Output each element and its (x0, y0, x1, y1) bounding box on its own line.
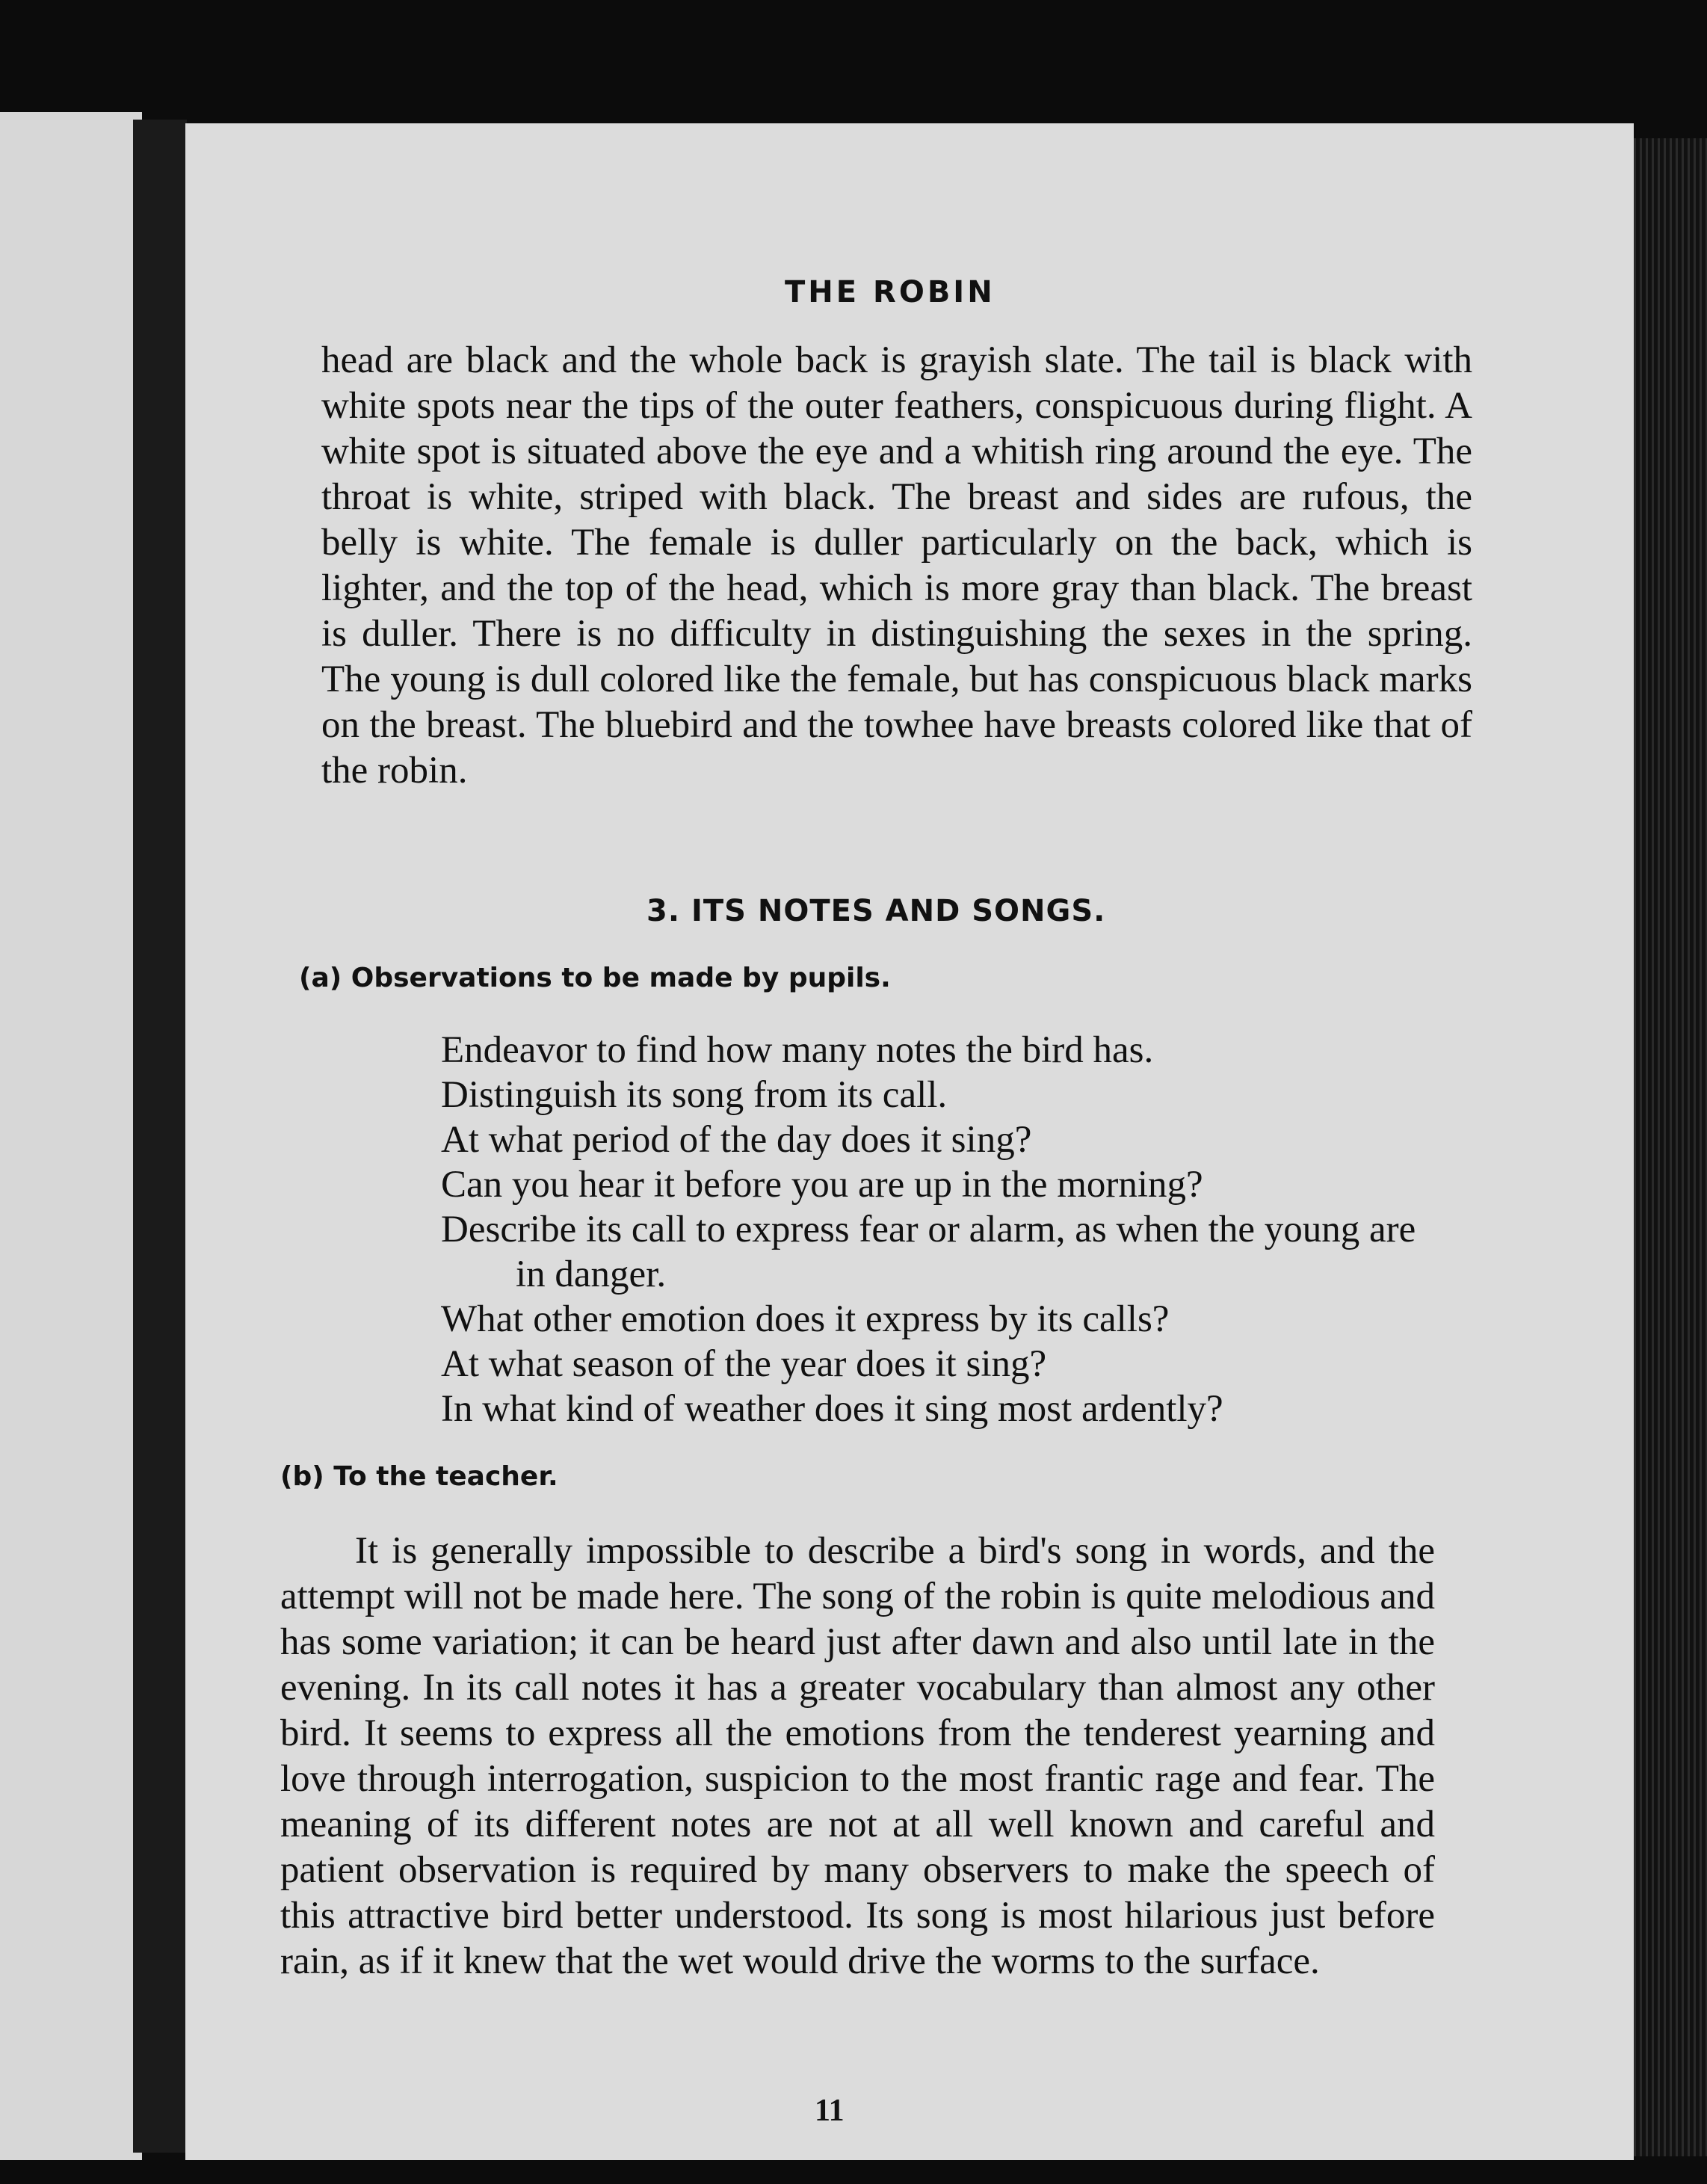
section-heading: 3. ITS NOTES AND SONGS. (646, 894, 1106, 928)
question-item: In what kind of weather does it sing most ardently? (441, 1388, 1223, 1430)
question-item: What other emotion does it express by its calls? (441, 1298, 1170, 1340)
body-paragraph-2: It is generally impossible to describe a bird's song in words, and the attempt will not be made here. The song of the robin is quite melodious and has some variation; it can be heard just after dawn and also until late in the evening. In its call notes it has a greater vocabulary than almost any other bird. It seems to express all the emotions from the tenderest yearning and love through interrogation, suspicion to the most frantic rage and fear. The meaning of its different notes are not at all well known and careful and patient observation is required by many observers to make the speech of this attractive bird better understood. Its song is most hilarious just before rain, as if it knew that the wet would drive the worms to the surface. (280, 1530, 1435, 1982)
page-number: 11 (815, 2094, 845, 2128)
book-gutter (133, 120, 187, 2153)
question-item: Describe its call to express fear or alarm, as when the young are in danger. (441, 1209, 1416, 1295)
subsection-heading-b: (b) To the teacher. (280, 1461, 558, 1492)
question-item: Can you hear it before you are up in the morning? (441, 1164, 1203, 1206)
page-edges (1634, 138, 1707, 2156)
facing-page-edge (0, 112, 142, 2160)
running-head: THE ROBIN (785, 275, 996, 309)
question-item: At what season of the year does it sing? (441, 1343, 1047, 1385)
question-list (441, 1028, 1450, 1431)
body-paragraph-1: head are black and the whole back is grayish slate. The tail is black with white spots near the tips of the outer feathers, conspicuous during flight. A white spot is situated above the eye and a whitish ring around the eye. The throat is white, striped with black. The breast and sides are rufous, the belly is white. The female is duller particularly on the back, which is lighter, and the top of the head, which is more gray than black. The breast is duller. There is no difficulty in distinguishing the sexes in the spring. The young is dull colored like the female, but has conspicuous black marks on the breast. The bluebird and the towhee have breasts colored like that of the robin. (321, 339, 1472, 792)
question-item: At what period of the day does it sing? (441, 1119, 1032, 1161)
question-item: Distinguish its song from its call. (441, 1074, 948, 1116)
question-item: Endeavor to find how many notes the bird has. (441, 1029, 1154, 1071)
subsection-heading-a: (a) Observations to be made by pupils. (299, 963, 891, 993)
